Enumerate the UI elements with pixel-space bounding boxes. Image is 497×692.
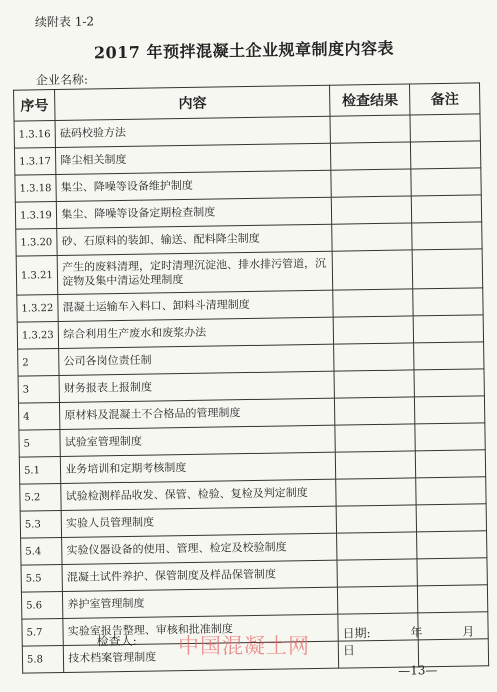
row-remark-cell — [416, 477, 486, 505]
row-result-cell — [333, 289, 413, 317]
row-content: 集尘、降噪等设备定期检查制度 — [57, 197, 332, 228]
row-result-cell — [332, 250, 412, 290]
row-seq: 5.8 — [22, 645, 64, 673]
row-content: 养护室管理制度 — [63, 587, 338, 618]
row-result-cell — [335, 424, 415, 452]
row-seq: 5.7 — [22, 618, 64, 646]
row-seq: 1.3.21 — [16, 256, 58, 296]
row-seq: 1.3.16 — [14, 121, 56, 149]
row-remark-cell — [412, 222, 482, 250]
watermark-text: 中国混凝土网 — [178, 634, 310, 658]
row-seq: 5.3 — [20, 510, 62, 538]
date-label: 日期: — [342, 626, 371, 641]
row-content: 公司各岗位责任制 — [59, 344, 334, 375]
checker-label: 检查人: — [96, 633, 137, 649]
row-result-cell — [332, 196, 412, 224]
header-content: 内容 — [55, 85, 330, 120]
row-result-cell — [337, 559, 417, 587]
row-result-cell — [338, 586, 418, 614]
row-seq: 1.3.23 — [17, 322, 59, 350]
row-result-cell — [332, 223, 412, 251]
row-seq: 5.2 — [20, 483, 62, 511]
row-result-cell — [337, 532, 417, 560]
date-field — [342, 622, 497, 658]
company-name-label: 企业名称: — [35, 72, 89, 88]
row-seq: 5.6 — [21, 591, 63, 619]
row-content: 混凝土运输车入料口、卸料斗清理制度 — [58, 290, 333, 321]
row-content: 原材料及混凝土不合格品的管理制度 — [60, 398, 335, 429]
row-result-cell — [330, 115, 410, 143]
row-remark-cell — [411, 168, 481, 196]
row-seq: 2 — [18, 349, 60, 377]
row-result-cell — [331, 169, 411, 197]
row-content: 砝码校验方法 — [55, 116, 330, 147]
row-seq: 1.3.20 — [16, 229, 58, 257]
row-seq: 5.4 — [21, 537, 63, 565]
row-content: 砂、石原料的装卸、输送、配料降尘制度 — [57, 224, 332, 255]
row-seq: 4 — [18, 402, 60, 430]
day-label: 日 — [342, 643, 356, 658]
row-remark-cell — [413, 288, 483, 316]
row-seq: 1.3.22 — [17, 295, 59, 323]
row-content: 混凝土试件养护、保管制度及样品保管制度 — [62, 560, 337, 591]
row-content: 产生的废料清理，定时清理沉淀池、排水排污管道，沉淀物及集中清运处理制度 — [57, 251, 333, 294]
row-result-cell — [335, 397, 415, 425]
row-result-cell — [334, 343, 414, 371]
row-remark-cell — [413, 315, 483, 343]
document-title: 2017 年预拌混凝土企业规章制度内容表 — [93, 38, 395, 63]
row-content: 降尘相关制度 — [56, 143, 331, 174]
row-seq: 5.1 — [19, 456, 61, 484]
header-result: 检查结果 — [330, 84, 410, 116]
row-result-cell — [336, 451, 416, 479]
regulation-table — [13, 82, 489, 673]
header-remark: 备注 — [410, 83, 480, 115]
row-seq: 5.5 — [21, 564, 63, 592]
header-seq: 序号 — [14, 90, 56, 122]
row-seq: 1.3.18 — [15, 175, 57, 203]
appendix-label: 续附表 1-2 — [34, 14, 95, 30]
row-result-cell — [336, 505, 416, 533]
row-content: 业务培训和定期考核制度 — [61, 452, 336, 483]
row-remark-cell — [415, 450, 485, 478]
row-seq: 5 — [19, 429, 61, 457]
row-content: 财务报表上报制度 — [59, 371, 334, 402]
row-remark-cell — [410, 114, 480, 142]
row-remark-cell — [414, 369, 484, 397]
row-result-cell — [336, 478, 416, 506]
year-label: 年 — [410, 625, 423, 640]
row-result-cell — [334, 370, 414, 398]
row-seq: 1.3.19 — [15, 202, 57, 230]
row-content: 试验室管理制度 — [60, 425, 335, 456]
row-remark-cell — [415, 396, 485, 424]
row-remark-cell — [414, 342, 484, 370]
row-result-cell — [333, 316, 413, 344]
row-content: 综合利用生产废水和废浆办法 — [58, 317, 333, 348]
row-seq: 1.3.17 — [14, 148, 56, 176]
row-content: 集尘、降噪等设备维护制度 — [56, 170, 331, 201]
row-content: 实验室报告整理、审核和批准制度 — [63, 614, 338, 645]
row-remark-cell — [412, 249, 482, 289]
page-number: —13— — [398, 663, 438, 678]
row-remark-cell — [415, 423, 485, 451]
row-remark-cell — [418, 585, 488, 613]
row-content: 实验仪器设备的使用、管理、检定及校验制度 — [62, 533, 337, 564]
row-content: 试验检测样品收发、保管、检验、复检及判定制度 — [61, 479, 336, 510]
row-content: 技术档案管理制度 — [64, 641, 339, 672]
row-remark-cell — [411, 141, 481, 169]
row-result-cell — [331, 142, 411, 170]
row-remark-cell — [411, 195, 481, 223]
row-remark-cell — [417, 558, 487, 586]
row-seq: 3 — [18, 375, 60, 403]
row-content: 实验人员管理制度 — [61, 506, 336, 537]
month-label: 月 — [462, 624, 475, 639]
row-remark-cell — [417, 531, 487, 559]
row-remark-cell — [416, 504, 486, 532]
